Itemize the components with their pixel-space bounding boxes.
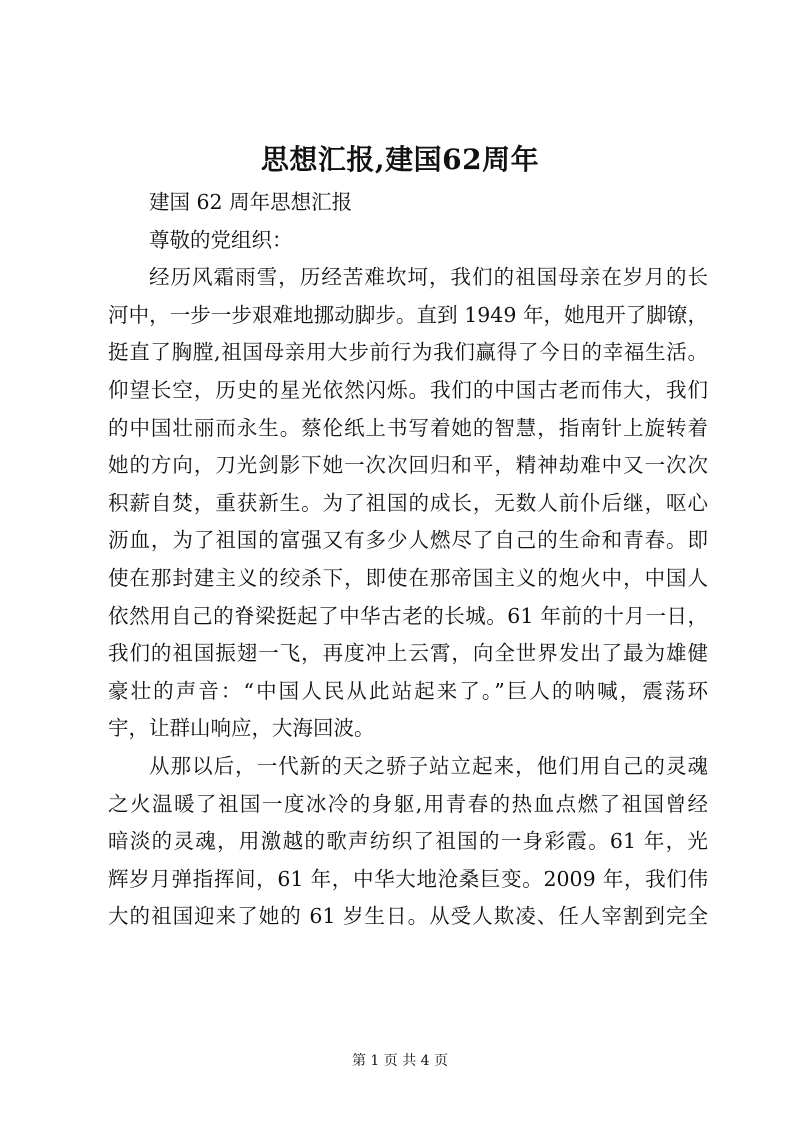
text-line: 的中国壮丽而永生。蔡伦纸上书写着她的智慧，指南针上旋转着 [108, 415, 708, 440]
text-line: 建国 62 周年思想汇报 [149, 190, 353, 214]
document-body [108, 184, 708, 936]
text-line: 她的方向，刀光剑影下她一次次回归和平，精神劫难中又一次次 [108, 453, 708, 478]
text-line: 从那以后，一代新的天之骄子站立起来，他们用自己的灵魂 [149, 753, 708, 778]
text-line: 积薪自焚，重获新生。为了祖国的成长，无数人前仆后继，呕心 [108, 490, 708, 515]
text-line: 之火温暖了祖国一度冰冷的身躯,用青春的热血点燃了祖国曾经 [108, 791, 708, 816]
text-line: 仰望长空，历史的星光依然闪烁。我们的中国古老而伟大，我们 [108, 377, 708, 402]
text-line: 豪壮的声音：“中国人民从此站起来了。”巨人的呐喊，震荡环 [108, 678, 708, 703]
document-title: 思想汇报,建国62周年 [260, 143, 540, 176]
text-line: 沥血，为了祖国的富强又有多少人燃尽了自己的生命和青春。即 [108, 528, 708, 553]
text-line: 挺直了胸膛,祖国母亲用大步前行为我们赢得了今日的幸福生活。 [108, 340, 708, 365]
text-line: 经历风霜雨雪，历经苦难坎坷，我们的祖国母亲在岁月的长 [149, 265, 708, 290]
text-line: 我们的祖国振翅一飞，再度冲上云霄，向全世界发出了最为雄健 [108, 641, 708, 666]
text-line: 河中，一步一步艰难地挪动脚步。直到 1949 年，她甩开了脚镣， [108, 302, 708, 327]
text-line: 尊敬的党组织： [149, 227, 293, 252]
text-line: 使在那封建主义的绞杀下，即使在那帝国主义的炮火中，中国人 [108, 565, 708, 590]
text-line: 暗淡的灵魂，用激越的歌声纺织了祖国的一身彩霞。61 年，光 [108, 829, 708, 854]
text-line: 辉岁月弹指挥间，61 年，中华大地沧桑巨变。2009 年，我们伟 [108, 866, 708, 891]
text-line: 大的祖国迎来了她的 61 岁生日。从受人欺凌、任人宰割到完全 [108, 904, 708, 929]
page-footer: 第 1 页 共 4 页 [351, 1053, 449, 1069]
text-line: 宇，让群山响应，大海回波。 [108, 716, 375, 741]
text-line: 依然用自己的脊梁挺起了中华古老的长城。61 年前的十月一日， [108, 603, 708, 628]
